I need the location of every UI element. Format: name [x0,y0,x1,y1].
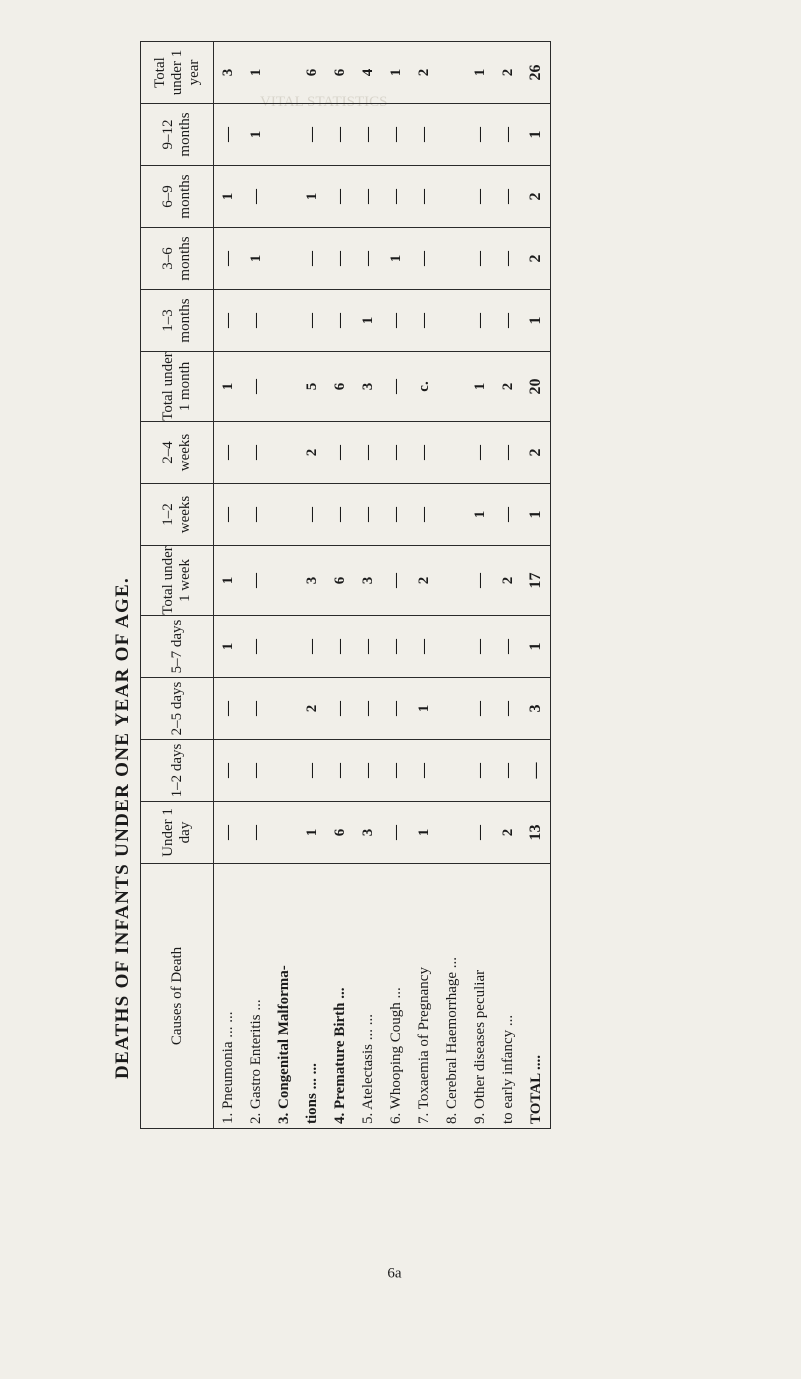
value-entry: — [332,701,348,716]
value-entry: 2 [527,254,544,263]
value-entry: — [472,127,488,142]
value-entry: 3 [220,68,236,77]
value-entry: 1 [472,510,488,519]
value-entry: — [500,701,516,716]
value-entry: — [416,507,432,522]
value-entry: — [332,251,348,266]
value-entry: — [360,251,376,266]
cause-label: 9. Other diseases peculiar [472,969,488,1124]
value-entry [270,546,298,615]
cause-label: 5. Atelectasis ... ... [360,1014,376,1124]
values-cell [214,228,551,290]
column-header: Causes of Death [141,864,214,1129]
value-entry: 1 [388,254,404,263]
value-entry: 1 [248,254,264,263]
value-entry: — [220,507,236,522]
value-entry [438,290,466,351]
value-entry: — [304,251,320,266]
values-cell [214,352,551,422]
value-entry: 2 [416,576,432,585]
value-entry: 2 [527,192,544,201]
causes-cell [214,864,551,1129]
column-header: Under 1 day [141,802,214,864]
value-entry: — [360,507,376,522]
value-entry: — [388,573,404,588]
cause-label: tions ... ... [304,1063,320,1124]
value-entry: — [416,639,432,654]
value-entry: — [472,763,488,778]
value-entry: c. [416,381,432,392]
value-entry: — [220,127,236,142]
value-entry: 1 [416,828,432,837]
value-entry: 3 [360,382,376,391]
value-entry: 3 [360,828,376,837]
value-entry: 1 [304,828,320,837]
header-row [141,42,214,1129]
value-entry: — [500,507,516,522]
value-entry: — [332,127,348,142]
value-entry: 1 [416,704,432,713]
value-entry: 3 [360,576,376,585]
show-through-text: VITAL STATISTICS [260,94,388,110]
value-entry [438,228,466,289]
value-entry: — [388,445,404,460]
column-header: 1–2 weeks [141,484,214,546]
value-entry: — [248,189,264,204]
value-entry: 2 [500,68,516,77]
cause-label: 2. Gastro Enteritis ... [248,999,264,1124]
value-entry: — [388,127,404,142]
cause-label: TOTAL .... [528,1054,544,1124]
cause-label: to early infancy ... [500,1014,516,1124]
value-entry: — [220,701,236,716]
values-cell [214,422,551,484]
value-entry: 1 [527,642,544,651]
value-entry: — [388,825,404,840]
value-entry: — [416,251,432,266]
value-entry: 1 [220,382,236,391]
value-entry: — [416,189,432,204]
value-entry: 1 [220,192,236,201]
page-title: DEATHS OF INFANTS UNDER ONE YEAR OF AGE. [112,576,133,1079]
value-entry: — [304,763,320,778]
page-number: 6a [387,1265,402,1282]
cause-label: 3. Congenital Malforma- [276,965,292,1124]
value-entry: — [304,313,320,328]
value-entry: — [500,639,516,654]
value-entry: 1 [248,130,264,139]
value-entry [438,422,466,483]
value-entry: 2 [527,448,544,457]
values-cell [214,802,551,864]
values-cell [214,616,551,678]
values-cell [214,290,551,352]
value-entry [438,546,466,615]
column-header: 9–12 months [141,104,214,166]
value-entry [270,290,298,351]
value-entry: — [472,313,488,328]
value-entry: — [388,507,404,522]
value-entry: 3 [527,704,544,713]
value-entry: — [248,507,264,522]
value-entry: 26 [527,64,544,81]
column-header: 2–5 days [141,678,214,740]
value-entry [438,740,466,801]
value-entry: 2 [500,576,516,585]
value-entry: 6 [332,68,348,77]
value-entry: — [360,127,376,142]
value-entry: — [500,445,516,460]
value-entry: — [360,189,376,204]
value-entry: — [220,251,236,266]
value-entry: — [472,189,488,204]
value-entry: — [416,763,432,778]
value-entry: — [248,573,264,588]
cause-label: 4. Premature Birth ... [332,987,348,1124]
values-cell [214,166,551,228]
value-entry: 5 [304,382,320,391]
value-entry: — [472,573,488,588]
value-entry [270,352,298,421]
value-entry: — [388,639,404,654]
value-entry: — [388,189,404,204]
column-header: 1–3 months [141,290,214,352]
value-entry: 1 [472,382,488,391]
value-entry [270,616,298,677]
value-entry [438,802,466,863]
value-entry [438,484,466,545]
value-entry: — [500,251,516,266]
value-entry: — [416,313,432,328]
value-entry: — [527,762,544,779]
value-entry [270,740,298,801]
value-entry: — [332,189,348,204]
value-entry: 6 [332,576,348,585]
value-entry [438,42,466,103]
value-entry [270,678,298,739]
values-cell [214,484,551,546]
value-entry: 2 [304,704,320,713]
value-entry [438,166,466,227]
value-entry: 17 [527,572,544,589]
value-entry: — [388,701,404,716]
cause-label: 8. Cerebral Haemorrhage ... [444,956,460,1124]
value-entry: 2 [304,448,320,457]
value-entry: — [500,313,516,328]
value-entry: — [248,763,264,778]
value-entry: — [472,825,488,840]
value-entry: — [332,313,348,328]
values-cell [214,42,551,104]
value-entry [270,166,298,227]
value-entry [270,484,298,545]
value-entry: — [304,639,320,654]
cause-label: 6. Whooping Cough ... [388,987,404,1124]
value-entry: — [332,763,348,778]
value-entry: — [500,189,516,204]
value-entry: — [472,701,488,716]
value-entry: 2 [500,828,516,837]
value-entry: — [472,639,488,654]
cause-label: 7. Toxaemia of Pregnancy [416,967,432,1124]
values-cell [214,740,551,802]
value-entry: — [472,251,488,266]
value-entry [438,678,466,739]
value-entry: — [220,825,236,840]
infant-deaths-table [140,41,551,1129]
value-entry: 1 [527,316,544,325]
value-entry [270,802,298,863]
value-entry: — [248,379,264,394]
value-entry: — [388,379,404,394]
value-entry: 6 [332,828,348,837]
value-entry [270,422,298,483]
value-entry: — [332,639,348,654]
value-entry: 1 [360,316,376,325]
value-entry [438,104,466,165]
value-entry: 2 [416,68,432,77]
value-entry: 6 [304,68,320,77]
value-entry: — [416,445,432,460]
column-header: Total under 1 week [141,546,214,616]
value-entry: 1 [248,68,264,77]
column-header: 3–6 months [141,228,214,290]
value-entry: 6 [332,382,348,391]
value-entry: — [248,825,264,840]
value-entry: — [332,445,348,460]
value-entry: — [360,639,376,654]
value-entry: 13 [527,824,544,841]
value-entry: 1 [472,68,488,77]
values-cell [214,678,551,740]
value-entry: — [248,445,264,460]
value-entry: — [360,763,376,778]
value-entry: — [220,763,236,778]
column-header: 1–2 days [141,740,214,802]
value-entry: — [472,445,488,460]
table-body-row [214,42,551,1129]
column-header: Total under 1 year [141,42,214,104]
value-entry: — [500,763,516,778]
value-entry: — [304,507,320,522]
value-entry: — [248,639,264,654]
value-entry: — [360,445,376,460]
value-entry [270,104,298,165]
column-header: 2–4 weeks [141,422,214,484]
value-entry: — [220,445,236,460]
value-entry: — [304,127,320,142]
value-entry: — [388,763,404,778]
value-entry: — [500,127,516,142]
value-entry: 20 [527,378,544,395]
value-entry: — [360,701,376,716]
values-cell [214,104,551,166]
value-entry: — [332,507,348,522]
value-entry: 1 [527,510,544,519]
values-cell [214,546,551,616]
value-entry: — [220,313,236,328]
value-entry: 1 [388,68,404,77]
value-entry: 3 [304,576,320,585]
value-entry: 2 [500,382,516,391]
value-entry: 1 [220,642,236,651]
value-entry: — [388,313,404,328]
value-entry [270,228,298,289]
value-entry: — [248,313,264,328]
column-header: 5–7 days [141,616,214,678]
value-entry: — [248,701,264,716]
value-entry: 1 [304,192,320,201]
cause-label: 1. Pneumonia ... ... [220,1011,236,1124]
value-entry [438,352,466,421]
value-entry: — [416,127,432,142]
value-entry [438,616,466,677]
value-entry: 1 [220,576,236,585]
column-header: Total under 1 month [141,352,214,422]
value-entry: 4 [360,68,376,77]
column-header: 6–9 months [141,166,214,228]
value-entry [270,42,298,103]
value-entry: 1 [527,130,544,139]
